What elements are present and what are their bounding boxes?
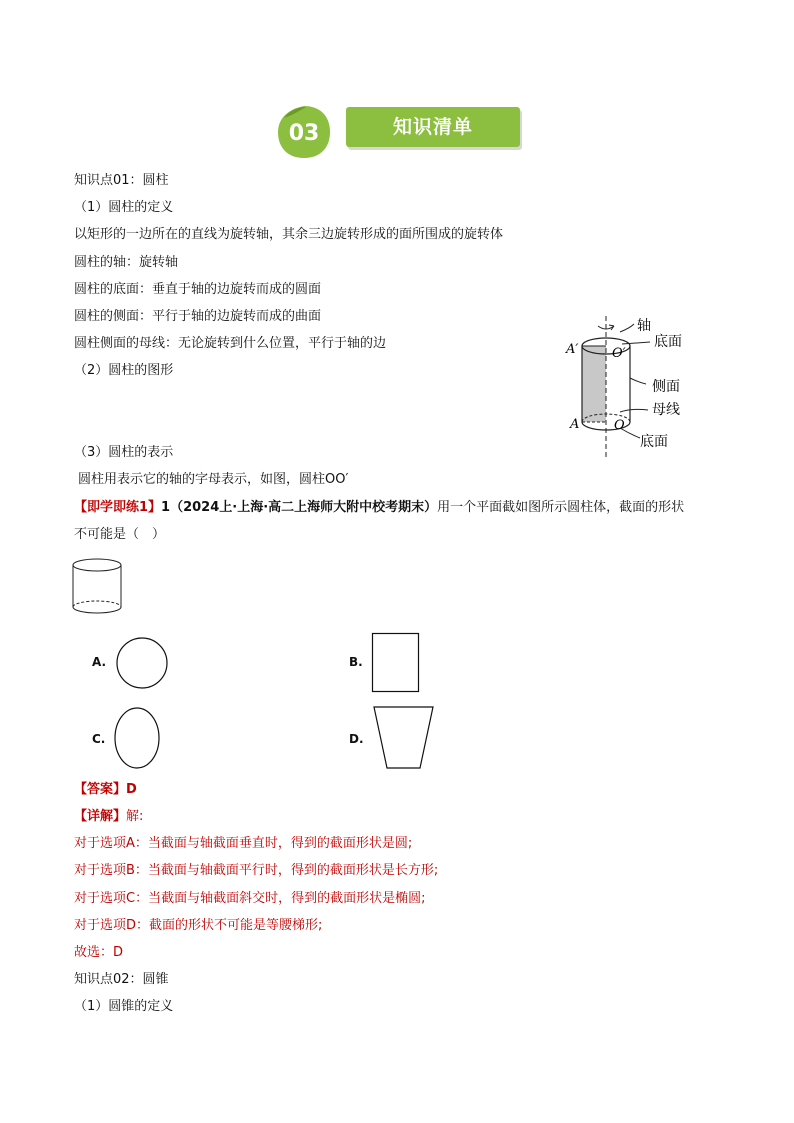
knowledge-point-title: 知识点01：圆柱 — [74, 173, 169, 188]
exercise-question-part1: 用一个平面截如图所示圆柱体，截面的形状 — [437, 500, 685, 515]
side-text: 圆柱的侧面：平行于轴的边旋转而成的曲面 — [74, 309, 322, 324]
definition-text: 以矩形的一边所在的直线为旋转轴，其余三边旋转形成的面所围成的旋转体 — [74, 227, 504, 242]
section-title: 知识清单 — [346, 107, 520, 147]
detail-option-c: 对于选项C：当截面与轴截面斜交时，得到的截面形状是椭圆; — [74, 891, 426, 906]
exercise-source: （2024上·上海·高二上海师大附中校考期末） — [170, 500, 438, 515]
generatrix-text: 圆柱侧面的母线：无论旋转到什么位置，平行于轴的边 — [74, 336, 387, 351]
exercise-tag: 【即学即练1】 — [74, 500, 162, 515]
label-o-prime: O′ — [612, 346, 626, 361]
base-text: 圆柱的底面：垂直于轴的边旋转而成的圆面 — [74, 282, 322, 297]
detail-conclusion: 故选：D — [74, 945, 124, 960]
option-c-ellipse — [113, 706, 163, 770]
axis-text: 圆柱的轴：旋转轴 — [74, 255, 179, 270]
label-generatrix: 母线 — [652, 402, 680, 418]
detail-option-a: 对于选项A：当截面与轴截面垂直时，得到的截面形状是圆; — [74, 836, 413, 851]
section-number-badge — [276, 104, 332, 160]
knowledge-point-2-title: 知识点02：圆锥 — [74, 972, 169, 987]
detail-suffix: 解: — [126, 809, 144, 824]
exercise-cylinder-figure — [70, 556, 126, 618]
exercise-number: 1 — [161, 500, 171, 515]
exercise-question — [74, 499, 684, 517]
label-top-base: 底面 — [654, 334, 682, 350]
label-axis: 轴 — [637, 318, 651, 334]
detail-line — [74, 808, 143, 826]
figure-heading: （2）圆柱的图形 — [74, 363, 174, 378]
label-o: O — [614, 418, 625, 433]
label-side: 侧面 — [652, 379, 680, 395]
notation-heading: （3）圆柱的表示 — [74, 445, 174, 460]
detail-option-b: 对于选项B：当截面与轴截面平行时，得到的截面形状是长方形; — [74, 863, 439, 878]
exercise-question-part2: 不可能是（ ） — [74, 527, 166, 542]
answer-value: D — [126, 782, 137, 797]
cone-definition-heading: （1）圆锥的定义 — [74, 999, 174, 1014]
detail-label: 【详解】 — [74, 809, 127, 824]
option-d-label: D. — [349, 732, 364, 746]
label-a-prime: A′ — [566, 342, 579, 357]
label-bottom-base: 底面 — [640, 434, 668, 450]
definition-heading: （1）圆柱的定义 — [74, 200, 174, 215]
label-a: A — [570, 417, 580, 432]
option-a-circle — [115, 636, 169, 690]
answer-line — [74, 781, 137, 799]
detail-option-d: 对于选项D：截面的形状不可能是等腰梯形; — [74, 918, 323, 933]
option-b-label: B. — [349, 655, 363, 669]
option-a-label: A. — [92, 655, 107, 669]
section-number: 03 — [288, 121, 320, 146]
cylinder-diagram — [560, 308, 710, 460]
option-b-rectangle — [371, 632, 421, 694]
notation-text: 圆柱用表示它的轴的字母表示，如图，圆柱OO′ — [78, 472, 349, 487]
answer-label: 【答案】 — [74, 782, 127, 797]
option-d-trapezoid — [372, 705, 436, 771]
option-c-label: C. — [92, 732, 106, 746]
